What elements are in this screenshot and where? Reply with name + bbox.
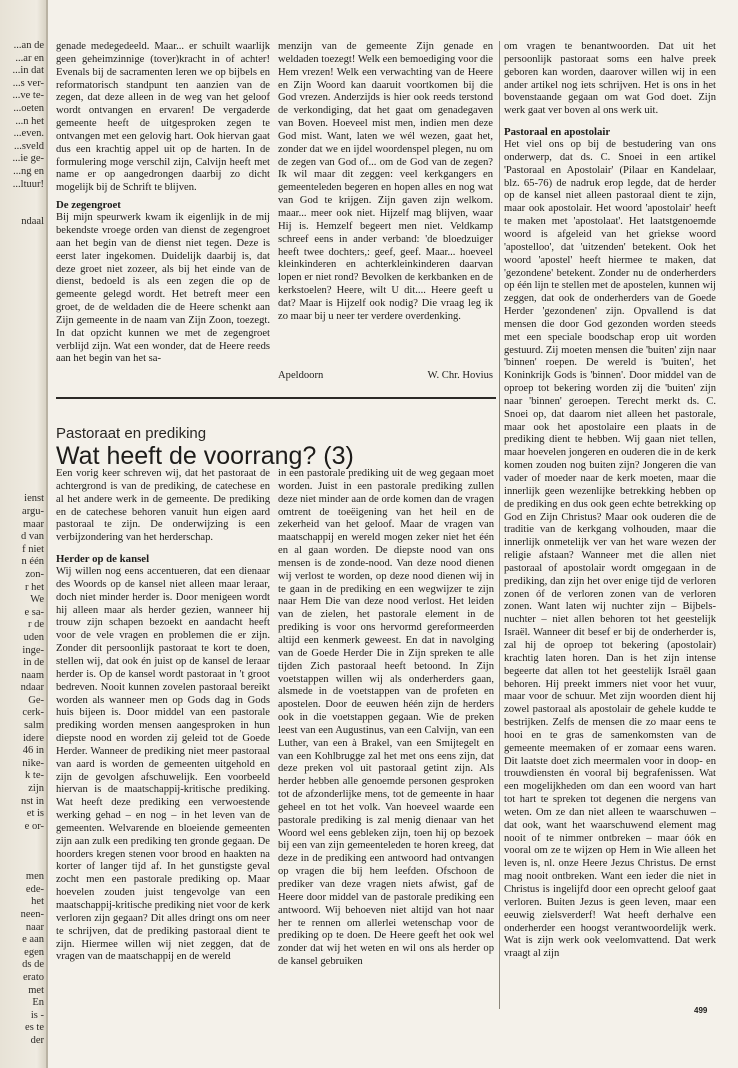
fragment-line <box>0 430 44 443</box>
page-gutter <box>46 0 48 1068</box>
fragment-line: ...ie ge- <box>12 153 44 165</box>
fragment-line <box>0 254 44 267</box>
fragment-line <box>0 405 44 418</box>
fragment-line: idere <box>23 732 44 744</box>
fragment-line <box>0 393 44 406</box>
fragment-line: in de <box>23 657 44 669</box>
article1-paragraph: genade medegedeeld. Maar... er schuilt waarlijk geen geheimzinnige (tover)kracht in of achter! Evenals bij de sacramenten leren we op bijbels en reformatorisch standpunt ten aanzien van de zegen, dat deze alleen in de weg van het geloof wordt ontvangen en ervaren! De vergaderde gemeente heeft de uitgesproken zegen te ontvangen met een gelovig hart. Ook hiervan gaat dus een krachtig appel uit op de harten. In de formulering moge verschil zijn, Calvijn heeft met name er op aangedrongen daarbij zo dicht mogelijk bij de Schrift te blijven. <box>56 41 270 194</box>
fragment-line: nst in <box>20 795 44 807</box>
section-heading-pastoraal-apostolair: Pastoraal en apostolair <box>504 126 611 139</box>
fragment-line <box>0 468 44 481</box>
article2-column-2 <box>278 468 494 1008</box>
article1-column-2 <box>278 41 493 366</box>
fragment-line: k te- <box>25 770 44 782</box>
fragment-line: zon- <box>25 568 44 580</box>
fragment-line <box>0 242 44 255</box>
fragment-line <box>0 859 44 872</box>
fragment-line: zijn <box>28 783 44 795</box>
fragment-line: het <box>31 896 44 908</box>
fragment-line: met <box>28 984 44 996</box>
fragment-line: f niet <box>22 543 44 555</box>
fragment-line: ds de <box>22 959 44 971</box>
fragment-line <box>0 330 44 343</box>
fragment-line <box>0 229 44 242</box>
fragment-line <box>0 342 44 355</box>
fragment-line: nike- <box>22 757 44 769</box>
fragment-line: ...ltuur! <box>12 178 44 190</box>
fragment-line: r het <box>25 581 44 593</box>
fragment-line: ...in dat <box>12 65 44 77</box>
fragment-line: men <box>25 871 44 883</box>
column-rule <box>499 41 500 1009</box>
page-number: 499 <box>694 1006 708 1015</box>
fragment-line: d van <box>20 531 44 543</box>
article2-paragraph: om vragen te benantwoorden. Dat uit het persoonlijk pastoraat soms een halve preek geboren kan worden, daarover willen wij in een ander artikel nog iets schrijven. Het is ons in het bovenstaande gegaan om wat God doet. Zijn werk gaat ver boven al ons werk uit. <box>504 41 716 117</box>
fragment-line: naar <box>25 921 44 933</box>
fragment-line: En <box>32 997 44 1009</box>
fragment-line <box>0 292 44 305</box>
fragment-line <box>0 418 44 431</box>
fragment-line <box>0 380 44 393</box>
fragment-line <box>0 304 44 317</box>
article1-paragraph: menzijn van de gemeente Zijn genade en weldaden toezegt! Welk een bemoediging voor die Hem vrezen! Welk een verwachting van de Heere en Zijn Woord kan daaruit voortkomen bij die God vrezen. Anderzijds is hier ook reeds terstond de verkondiging, dat het gaat om genadegaven van Boven. Hoeveel mist men, indien men deze God mist. Want, laten we wél wezen, gaat het, zonder dat we en ijdel woordenspel plegen, nu om de zegen van God of... om de God van de zegen? Ik wil maar dit zeggen: veel kerkgangers en gemeenteleden begeren en hopen alles en nog wat van God te krijgen. Zijn gaven zijn welkom. maar... meer ook niet. Hijzelf mag blijven, waar Hij is. Hemzelf begeert men niet. Veldkamp schreef eens in ander verband: 'de bloedzuiger heeft twee dochters,: geef, geef. Maar... hoeveel kleinkinderen en achterkleinkinderen daarvan lopen er niet rond? Bevolken de kerkbanken en de kerkstoelen? Heere, wilt U dit.... Heere geeft u dat? Maar is Hijzelf ook nodig? Die vraag leg ik zo maar bij u neer ter verdere overdenking. <box>278 41 493 322</box>
fragment-line: We <box>30 594 44 606</box>
fragment-line: is - <box>30 1009 44 1021</box>
fragment-line: et is <box>26 808 44 820</box>
article2-column-3 <box>504 41 716 1005</box>
fragment-line <box>0 846 44 859</box>
article1-paragraph: Bij mijn speurwerk kwam ik eigenlijk in de mij bekendste vroege orden van dienst de zegengroet aan het begin van de dienst niet tegen. Deze is eerst later ingekomen. Duidelijk daarbij is, dat deze groet niet zozeer, als bij het einde van de dienst, bedoeld is als een zegen die op de gemeente gelegd wordt. Het betreft meer een groet, de de weldaden die de Heere schenkt aan Zijn gemeente in de naam van Zijn Zoon, toezegt. In dat opzicht kunnen we met de zegengroet verblijd zijn. Wat een wonder, dat de Heere reeds aan het begin van het sa- <box>56 212 270 365</box>
fragment-line: r de <box>27 619 44 631</box>
fragment-line: der <box>30 1034 44 1046</box>
article2-column-1 <box>56 468 270 1008</box>
fragment-line <box>0 191 44 204</box>
fragment-line: ndaal <box>21 216 44 228</box>
article-kicker: Pastoraat en prediking <box>56 425 207 442</box>
fragment-line <box>0 267 44 280</box>
fragment-line: ...s ver- <box>12 77 44 89</box>
fragment-line: ...ng en <box>13 165 44 177</box>
article2-paragraph: Wij willen nog eens accentueren, dat een dienaar des Woords op de kansel niet alleen maar leraar, doch niet minder herder is. Door menigeen wordt hij alleen maar als herder gezien, wanneer hij trouw zijn schapen bezoekt en aandacht heeft voor de vele vragen en problemen die er zijn. Zonder dit persoonlijk pastoraat te kort te doen, stellen wij, dat ook én juist op de kansel de leraar herder is. Op de kansel wordt pastoraat in 't groot bedreven. Nooit kunnen zovelen pastoraal bereikt worden als wanneer men op Gods dag in Gods huis bijeen is. Door middel van een pastorale prediking worden mensen aangesproken in hun diepste nood en worden zij geleid tot de Goede Herder. Wanneer de prediking niet meer pastoraal van aard is worden de gemeenten uitgehold en zijn de gevolgen afschuwelijk. Een voorbeeld hiervan is de maatschappij-kritische prediking. Wat heeft deze prediking een verwoestende werking gehad – en nog – in het leven van de gemeenten. Welvarende en bloeiende gemeenten zijn aan zulk een prediking ten gronde gegaan. De hoorders kregen stenen voor brood en haakten na korter of langer tijd af. In het gunstigste geval zocht men een pastorale prediking op. Maar hoevelen zouden juist tengevolge van een maatschappij-kritische prediking niet voor de kerk verloren zijn gegaan? Dit alles dringt ons om neer te schrijven, dat de prediking pastoraal dient te zijn. Hiermee willen wij niet zeggen, dat de vragen van de maatschappij en de wereld <box>56 566 270 963</box>
fragment-line: inge- <box>22 644 44 656</box>
fragment-line: e aan <box>22 934 44 946</box>
fragment-line: ...ve te- <box>12 90 44 102</box>
fragment-line: ndaar <box>20 682 44 694</box>
fragment-line: ...oeten <box>13 102 44 114</box>
article1-signoff <box>278 370 493 381</box>
fragment-line <box>0 204 44 217</box>
section-heading-herder: Herder op de kansel <box>56 553 150 566</box>
article-title: Wat heeft de voorrang? (3) <box>56 442 354 470</box>
fragment-line <box>0 456 44 469</box>
fragment-line: es te <box>25 1022 44 1034</box>
fragment-line: erato <box>23 971 44 983</box>
article2-intro: Een vorig keer schreven wij, dat het pastoraat de achtergrond is van de prediking, de catechese en al het andere werk in de gemeente. De prediking en de catechese behoren vanuit hun eigen aard pastoraal te zijn. De onderwijzing is een verbijzondering van het herderschap. <box>56 468 270 544</box>
article2-paragraph: Het viel ons op bij de bestudering van ons onderwerp, dat ds. C. Snoei in een artikel 'Pastoraal en Apostolair' (Pilaar en Kandelaar, blz. 65-76) de nadruk erop legde, dat de herder op de kansel niet alleen pastoraal dient te zijn, maar ook apostolair. Het woord 'apostolair' heeft te maken met 'apostolaat'. Het laatstgenoemde woord is afgeleid van het griekse woord 'apostelloo', dat 'uitzenden' betekent. Ook het woord 'apostel' heeft hiermee te maken, dat 'gezondene' betekent. Zonder nu de onderherders op één lijn te stellen met de apostelen, kunnen wij zeggen, dat ook de onderherders van de Goede Herder 'gezondenen' zijn. Opvallend is dat mensen die door God gezonden worden steeds met een speciale boodschap erop uit worden gestuurd. Zij moeten mensen die 'buiten' zijn naar 'binnen' roepen. De wereld is 'buiten', het Koninkrijk Gods is 'binnen'. Door middel van de oproep tot bekering worden zij die 'buiten' zijn naar 'binnen' geroepen. Terecht merkt ds. C. Snoei op, dat daarom niet alleen het pastorale, maar ook het apostolaire een plaats in de prediking dient te hebben. Wij gaan niet tellen, maar hoevelen jongeren en ouderen die in de kerk komen zouden nog buiten zijn? Jongeren die van vader of moeder naar de kerk moeten, maar die innerlijk geen wezenlijke betrekking hebben op de prediking en dus ook geen echte betrekking op God en Zijn Christus? Maar ook ouderen die de traditie van de kerkgang volhouden, maar die innerlijk onmetelijk ver van het ware wezen der religie afstaan? Wanneer met die allen niet pastoraal of apostolair wordt omgegaan in de prediking, dan zijn het over enige tijd de verloren zonen óf de verloren zonen van de verloren zonen. Want laten wij nuchter zijn – Bijbels-nuchter – niet allen behoren tot het geestelijk Israël. Wanneer dit besef er bij de onderherder is, zal hij de oproep tot bekering (apostolair) krachtig laten horen. Dan is het zijn intense begeerte dat allen tot het geestelijk Israël gaan behoren. Hij preekt immers niet voor het vuur, maar voor de schuur. Met zijn woorden dient hij zowel pastoraal als apostolair de gehele kudde te bestrijken. Zelfs de mensen die zo maar eens te hooi en te gras de samenkomsten van de gemeente meemaken of er zomaar eens waren. Dit laatste doet zich meermalen voor in doop- en trouwdiensten én vooral bij begrafenissen. Wat een mogelijkheden om dan een woord van hart tot hart te spreken tot degenen die nergens van weten. Om ze dan niet alleen te waarschuwen – dat ook, want het waarschuwend element mag nooit of te nimmer ontbreken – maar óók en vooral om ze te wijzen op Hem in Wie alleen het leven is, nl. onze Heere Jezus Christus. De ernst mag nooit ontbreken. Want een ieder die niet in Christus is ingelijfd door een oprecht geloof gaat verloren. Buiten Jezus is geen leven, maar een eeuwig zielsverderf! Wat heeft derhalve een onderherder een hoogst verantwoordelijk werk. Wat is zijn werk ook veelomvattend. Dat werk vraagt al zijn <box>504 139 716 960</box>
fragment-line: cerk- <box>22 707 44 719</box>
fragment-line <box>0 317 44 330</box>
fragment-line: ...an de <box>13 40 44 51</box>
signoff-author: W. Chr. Hovius <box>427 370 493 381</box>
fragment-line <box>0 833 44 846</box>
fragment-line: naam <box>21 669 44 681</box>
fragment-line <box>0 355 44 368</box>
fragment-line: n één <box>21 556 44 568</box>
fragment-line: ...even. <box>13 128 44 140</box>
fragment-line: ienst <box>24 493 44 505</box>
fragment-line: ...sveld <box>13 140 44 152</box>
section-heading-zegengroet: De zegengroet <box>56 199 121 212</box>
fragment-line: uden <box>23 631 44 643</box>
fragment-line: ...n het <box>15 115 44 127</box>
fragment-line: ...ar en <box>15 52 44 64</box>
article1-column-1 <box>56 41 270 416</box>
fragment-line: ede- <box>25 883 44 895</box>
fragment-line: e sa- <box>24 606 44 618</box>
fragment-line: 46 in <box>22 745 44 757</box>
fragment-line: salm <box>24 720 44 732</box>
fragment-line: argu- <box>22 505 44 517</box>
previous-page-text-fragment <box>0 40 44 1048</box>
article2-paragraph: in een pastorale prediking uit de weg gegaan moet worden. Juist in een pastorale prediking zullen deze niet minder aan de orde komen dan de vragen omtrent de toeëigening van het heil en de zekerheid van het geloof. Maar de vragen van maatschappij en wereld mogen zeker niet het één en al gaan worden. De diepste nood van ons mensen is de zonde-nood. Van deze nood dienen wij verlost te worden, op deze nood dienen wij in te gaan in de prediking en een wegwijzer te zijn naar Hem Die van deze nood verlost. Het leiden van de zielen, het pastorale element in de prediking is voor ons hervormd gereformeerden altijd een kenmerk geweest. En dat in navolging van de Goede Herder Die in Zijn spreken te alle tijden Zich pastoraal heeft betoond. In Zijn voetstappen willen wij als onderherders gaan, alsmede in de voetstappen van de profeten en apostelen. Door de eeuwen héén zijn de herders ook in die voetstappen gegaan. Wie de preken leest van een Augustinus, van een Calvijn, van een Luther, van een à Brakel, van een Smijtegelt en van een Kohlbrugge zal het met ons eens zijn, dat deze preken vol uit pastoraal getint zijn. Als herder hebben alle genoemde personen gesproken tot de afzonderlijke mens, tot de gemeente in haar geheel en tot het volk. Van hoeveel waarde een pastorale prediking is zal menig dienaar van het Woord wel eens gebleken zijn, toen hij op bezoek bij een van zijn gemeenteleden te horen kreeg, dat deze in de prediking een antwoord had ontvangen op vragen die bij hem leefden. Ofschoon de prediker van deze vragen niets afwist, gaf de Heere door middel van de pastorale prediking een antwoord. Wij behoeven niet altijd van hot naar her te rennen om allerlei wetenschap voor de prediking op te doen. De Heere geeft het ook wel zonder dat wij het weten en wil ons als herder op de kansel gebruiken <box>278 468 494 968</box>
fragment-line <box>0 279 44 292</box>
fragment-line <box>0 443 44 456</box>
fragment-line <box>0 367 44 380</box>
fragment-line: egen <box>24 946 44 958</box>
fragment-line: maar <box>23 518 44 530</box>
signoff-place: Apeldoorn <box>278 370 324 381</box>
fragment-line: neen- <box>20 908 44 920</box>
fragment-line <box>0 481 44 494</box>
fragment-line: Ge- <box>28 694 44 706</box>
section-divider <box>56 397 496 399</box>
fragment-line: e or- <box>24 820 44 832</box>
